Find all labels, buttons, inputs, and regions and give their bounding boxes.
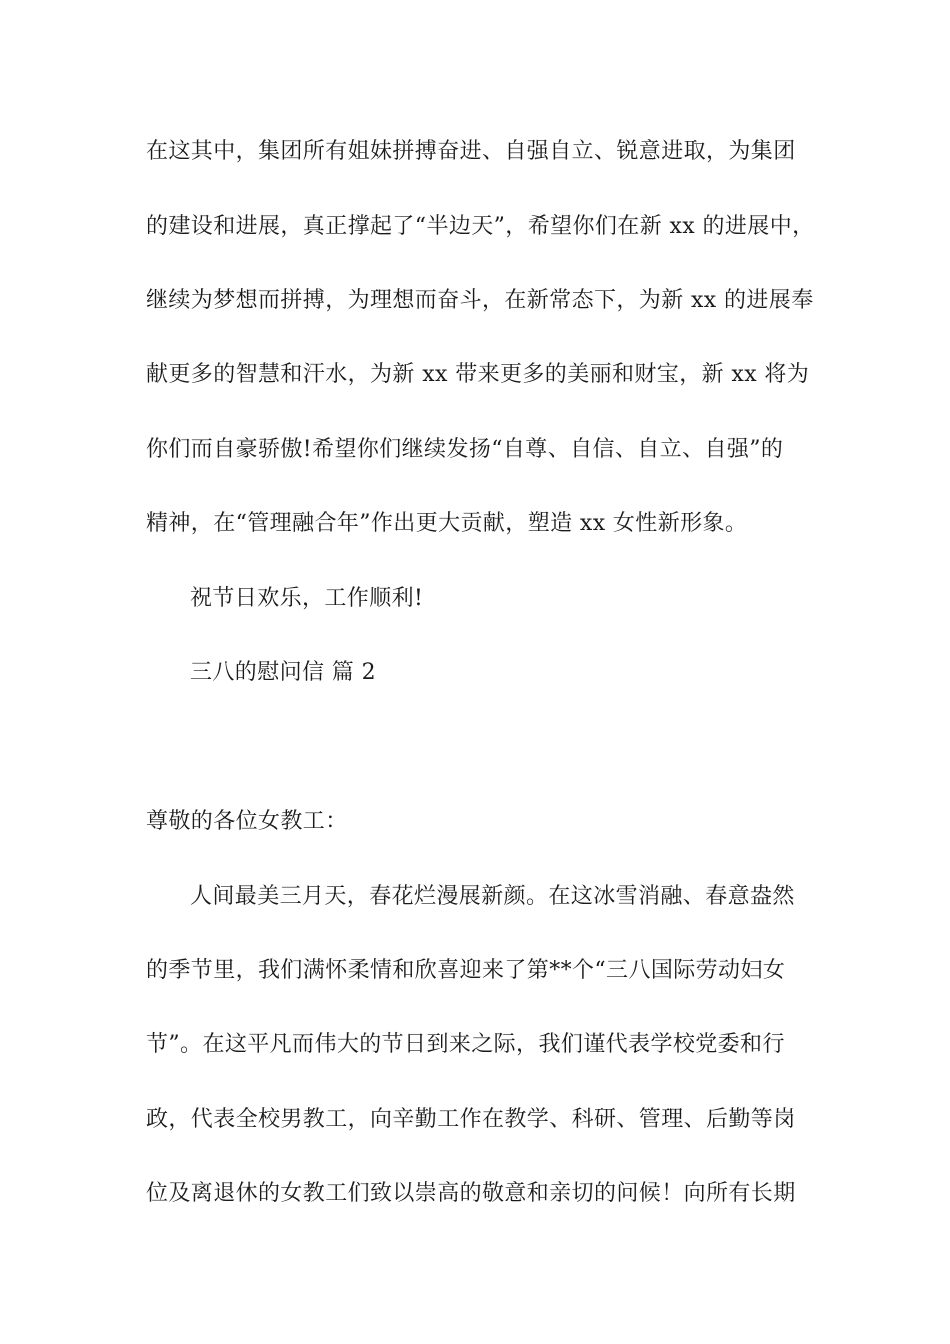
paragraph-line: 的季节里，我们满怀柔情和欣喜迎来了第**个“三八国际劳动妇女 — [146, 958, 786, 983]
paragraph-line: 献更多的智慧和汗水，为新 xx 带来更多的美丽和财宝，新 xx 将为 — [146, 362, 810, 387]
paragraph-line: 的建设和进展，真正撑起了“半边天”，希望你们在新 xx 的进展中， — [146, 214, 815, 239]
paragraph-line: 精神，在“管理融合年”作出更大贡献，塑造 xx 女性新形象。 — [146, 511, 748, 536]
salutation: 尊敬的各位女教工： — [146, 809, 348, 834]
paragraph-line: 政，代表全校男教工，向辛勤工作在教学、科研、管理、后勤等岗 — [146, 1107, 796, 1132]
closing-line: 祝节日欢乐，工作顺利! — [190, 586, 424, 611]
paragraph-line: 节”。在这平凡而伟大的节日到来之际，我们谨代表学校党委和行 — [146, 1032, 785, 1057]
paragraph-line: 在这其中，集团所有姐妹拼搏奋进、自强自立、锐意进取，为集团 — [146, 139, 796, 164]
paragraph-line: 位及离退休的女教工们致以崇高的敬意和亲切的问候！向所有长期 — [146, 1181, 796, 1206]
section-heading: 三八的慰问信 篇 2 — [190, 660, 376, 685]
paragraph-line: 你们而自豪骄傲!希望你们继续发扬“自尊、自信、自立、自强”的 — [146, 437, 784, 462]
paragraph-line: 人间最美三月天，春花烂漫展新颜。在这冰雪消融、春意盎然 — [190, 884, 795, 909]
paragraph-line: 继续为梦想而拼搏，为理想而奋斗，在新常态下，为新 xx 的进展奉 — [146, 288, 814, 313]
